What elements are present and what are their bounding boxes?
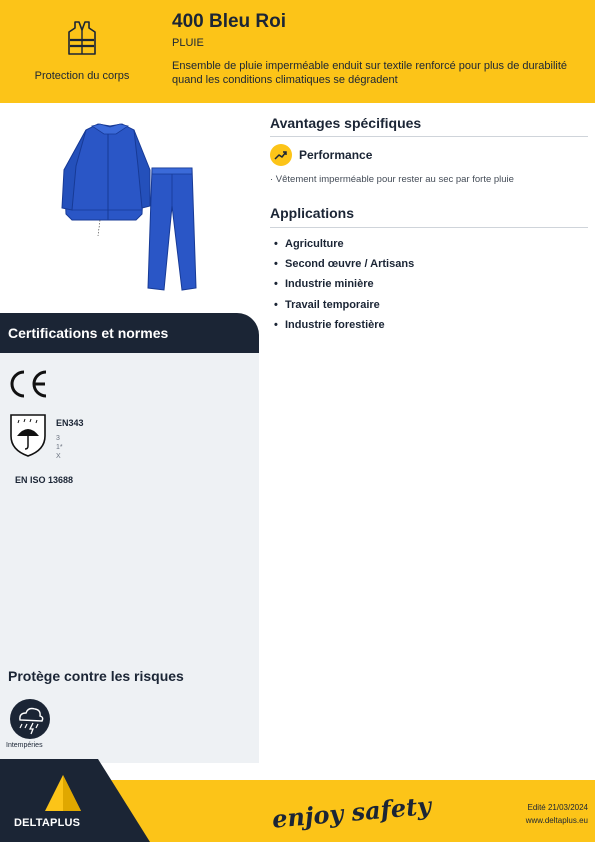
application-item: • Industrie forestière (274, 318, 385, 331)
trend-up-icon (270, 144, 292, 166)
standard-en343-value-3: X (56, 453, 61, 460)
brand-name: DELTAPLUS (14, 817, 81, 829)
svg-text:enjoy safety: enjoy safety (270, 790, 433, 834)
standard-en343-value-1: 3 (56, 435, 60, 442)
product-subcategory: PLUIE (172, 37, 204, 49)
umbrella-rain-shield-icon (9, 412, 47, 458)
standard-en343-value-2: 1* (56, 444, 63, 451)
applications-heading: Applications (270, 205, 355, 221)
application-item: • Agriculture (274, 238, 344, 250)
application-item: • Industrie minière (274, 278, 374, 291)
slogan-logo (268, 790, 433, 836)
advantages-divider (270, 136, 588, 137)
applications-list (274, 236, 414, 337)
applications-divider (270, 227, 588, 228)
product-image (58, 118, 208, 296)
standard-en343-name: EN343 (56, 418, 84, 428)
ce-mark-icon (6, 368, 50, 400)
application-item: • Second œuvre / Artisans (274, 258, 415, 271)
certifications-header (0, 313, 259, 353)
category-label: Protection du corps (34, 70, 130, 82)
product-title: 400 Bleu Roi (172, 11, 287, 32)
application-item: • Travail temporaire (274, 298, 380, 311)
risks-heading: Protège contre les risques (8, 668, 184, 684)
advantage-performance-description: · Vêtement imperméable pour rester au sec par forte pluie (270, 174, 514, 185)
weather-storm-icon (9, 698, 51, 740)
certifications-heading: Certifications et normes (8, 325, 169, 341)
product-description: Ensemble de pluie imperméable enduit sur textile renforcé pour plus de durabilité quand les conditions climatiques se dégradent (172, 60, 568, 86)
edit-date: Edité 21/03/2024 (527, 803, 588, 812)
deltaplus-logo-icon (43, 773, 83, 813)
risk-label-intemperies: Intempéries (6, 742, 43, 749)
website-link[interactable]: www.deltaplus.eu (525, 816, 588, 825)
advantages-heading: Avantages spécifiques (270, 115, 422, 131)
standard-en-iso-13688-name: EN ISO 13688 (15, 475, 74, 485)
advantage-performance-title: Performance (299, 148, 373, 162)
safety-vest-icon (66, 20, 98, 56)
